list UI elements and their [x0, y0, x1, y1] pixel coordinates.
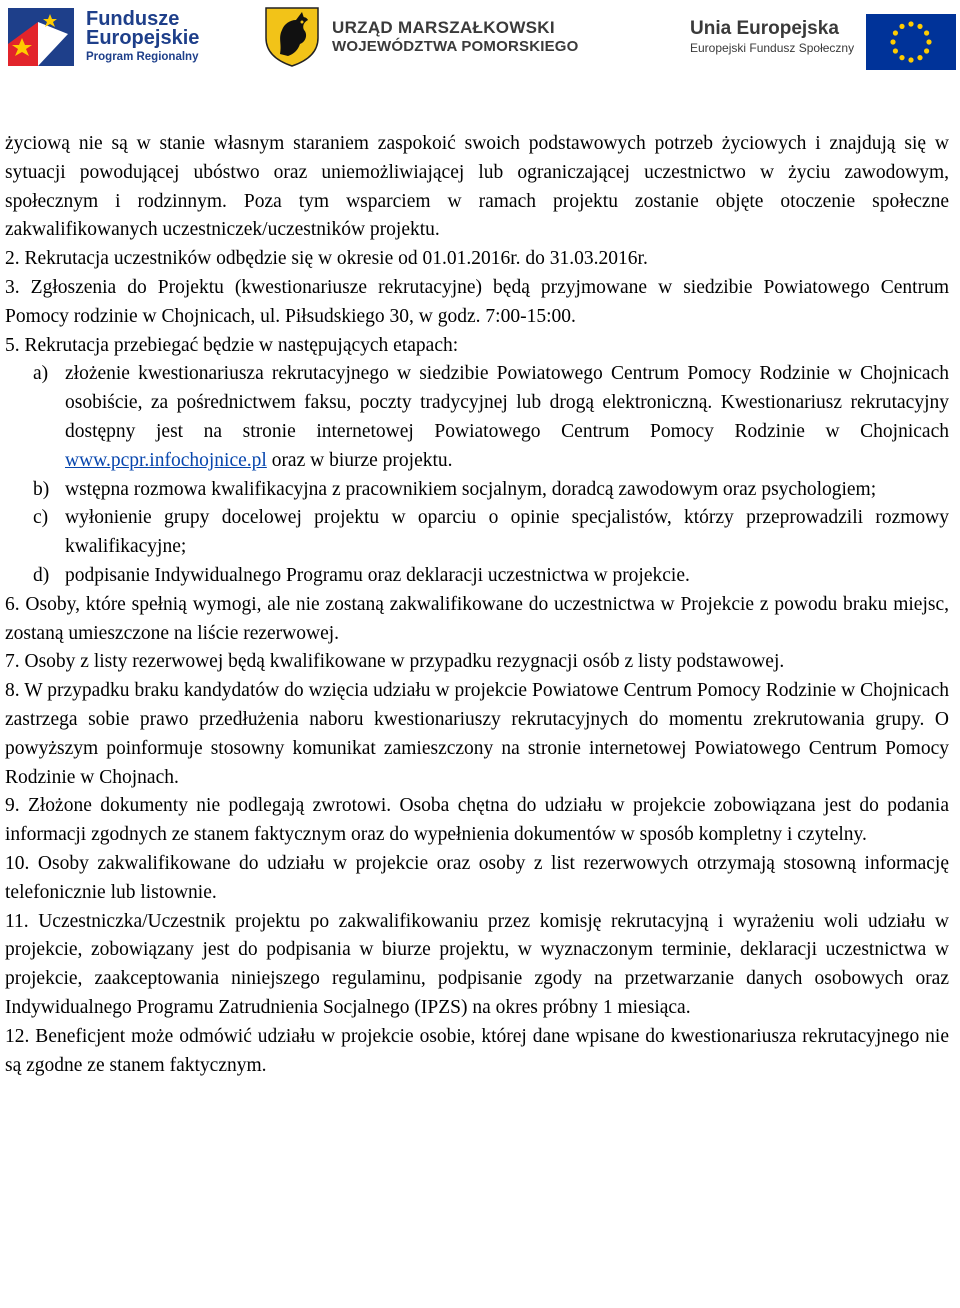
point-5d-marker: d): [33, 564, 50, 586]
point-9: 9. Złożone dokumenty nie podlegają zwrotowi. Osoba chętna do udziału w projekcie zobowiązana jest do podania informacji zgodnych ze stanem faktycznym oraz do wypełnienia dokumentów w sposób kompletny i czytelny.: [5, 795, 949, 846]
pom-logo-line2: WOJEWÓDZTWA POMORSKIEGO: [332, 38, 579, 55]
point-5c: [5, 504, 949, 562]
point-5a-text-wrap: [65, 360, 949, 475]
point-5c-marker: c): [33, 507, 49, 529]
point-5b: [5, 476, 949, 505]
fe-logo-line3: Program Regionalny: [86, 51, 199, 63]
ue-logo-line2: Europejski Fundusz Społeczny: [690, 41, 855, 55]
regulation-text: [5, 130, 949, 1080]
point-5b-text: wstępna rozmowa kwalifikacyjna z pracownikiem socjalnym, doradcą zawodowym oraz psychologiem;: [65, 478, 877, 500]
eu-flag-icon: [866, 14, 956, 70]
fe-logo-line2: Europejskie: [86, 27, 200, 49]
pcpr-website-link[interactable]: www.pcpr.infochojnice.pl: [65, 449, 267, 471]
pomorskie-griffin-shield-icon: [262, 4, 322, 68]
point-12: 12. Beneficjent może odmówić udziału w projekcie osobie, której dane wpisane do kwestionariusza rekrutacyjnego nie są zgodne ze stanem faktycznym.: [5, 1025, 949, 1076]
point-2: 2. Rekrutacja uczestników odbędzie się w okresie od 01.01.2016r. do 31.03.2016r.: [5, 248, 648, 270]
point-5a-text: złożenie kwestionariusza rekrutacyjnego w siedzibie Powiatowego Centrum Pomocy Rodzinie w Chojnicach osobiście, za pośrednictwem faksu, poczty tradycyjnej lub drogą elektroniczną. Kwestionariusz rekrutacyjny dostępny jest na stronie internetowej Powiatowego Centrum Pomocy Rodzinie w Chojnicach: [65, 363, 949, 442]
point-5d: [5, 562, 949, 591]
point-5a: [5, 360, 949, 475]
point-11: 11. Uczestniczka/Uczestnik projektu po zakwalifikowaniu przez komisję rekrutacyjną i wyrażeniu woli udziału w projekcie, zobowiązany jest do podpisania w biurze projektu, w wyznaczonym terminie, deklaracji uczestnictwa w projekcie, zaakceptowania niniejszego regulaminu, podpisanie zgody na przetwarzanie danych osobowych oraz Indywidualnego Programu Zatrudnienia Socjalnego (IPZS) na okres próbny 1 miesiąca.: [5, 910, 949, 1018]
point-5: 5. Rekrutacja przebiegać będzie w następujących etapach:: [5, 334, 459, 356]
point-5a-tail: oraz w biurze projektu.: [271, 449, 453, 471]
point-5c-text: wyłonienie grupy docelowej projektu w oparciu o opinie specjalistów, którzy przeprowadzili rozmowy kwalifikacyjne;: [65, 507, 949, 558]
intro-paragraph: życiową nie są w stanie własnym staraniem zaspokoić swoich podstawowych potrzeb życiowych i znajdują się w sytuacji powodującej ubóstwo oraz uniemożliwiającej lub ograniczającej uczestnictwo w życiu zawodowym, społecznym i rodzinnym. Poza tym wsparciem w ramach projektu zostanie objęte otoczenie społeczne zakwalifikowanych uczestniczek/uczestników projektu.: [5, 133, 949, 241]
fe-flag-icon: [8, 4, 78, 70]
fundusze-europejskie-logo: [8, 4, 218, 70]
pom-logo-line1: URZĄD MARSZAŁKOWSKI: [332, 18, 555, 37]
page-header: [0, 0, 960, 72]
point-8: 8. W przypadku braku kandydatów do wzięcia udziału w projekcie Powiatowe Centrum Pomocy Rodzinie w Chojnicach zastrzega sobie prawo przedłużenia naboru kwestionariuszy rekrutacyjnych do momentu zrekrutowania grupy. O powyższym poinformuje stosowny komunikat zamieszczony na stronie internetowej Powiatowego Centrum Pomocy Rodzinie w Chojnach.: [5, 680, 949, 788]
point-7: 7. Osoby z listy rezerwowej będą kwalifikowane w przypadku rezygnacji osób z listy podstawowej.: [5, 651, 785, 673]
ue-logo-line1: Unia Europejska: [690, 18, 839, 39]
fe-logo-line1: Fundusze: [86, 8, 180, 30]
point-10: 10. Osoby zakwalifikowane do udziału w projekcie oraz osoby z list rezerwowych otrzymają stosowną informację telefonicznie lub listownie.: [5, 852, 949, 903]
point-6: 6. Osoby, które spełnią wymogi, ale nie zostaną zakwalifikowane do uczestnictwa w Projekcie z powodu braku miejsc, zostaną umieszczone na liście rezerwowej.: [5, 593, 949, 644]
point-3: 3. Zgłoszenia do Projektu (kwestionariusze rekrutacyjne) będą przyjmowane w siedzibie Powiatowego Centrum Pomocy rodzinie w Chojnicach, ul. Piłsudskiego 30, w godz. 7:00-15:00.: [5, 276, 949, 327]
point-5d-text: podpisanie Indywidualnego Programu oraz deklaracji uczestnictwa w projekcie.: [65, 564, 690, 586]
point-5b-marker: b): [33, 478, 50, 500]
point-5a-marker: a): [33, 363, 49, 385]
urzad-marszalkowski-logo: [262, 4, 602, 70]
unia-europejska-logo: [690, 4, 956, 70]
